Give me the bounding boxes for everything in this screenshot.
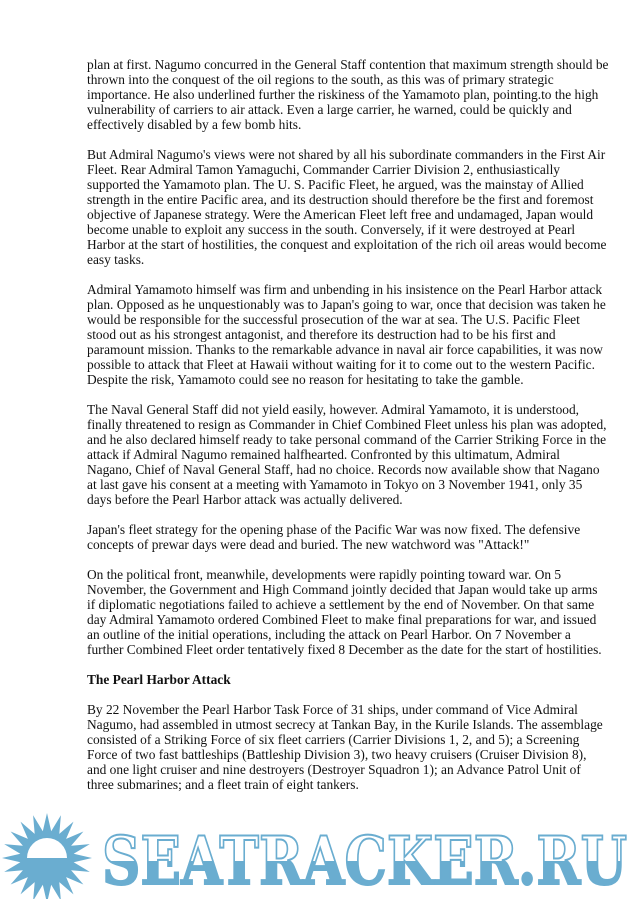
document-body [87,57,632,807]
paragraph: By 22 November the Pearl Harbor Task Force of 31 ships, under command of Vice Admiral Nagumo, had assembled in utmost secrecy at Tankan Bay, in the Kurile Islands. The assemblage consisted of a Striking Force of six fleet carriers (Carrier Divisions 1, 2, and 5); a Screening Force of two fast battleships (Battleship Division 3), two heavy cruisers (Cruiser Division 8), and one light cruiser and nine destroyers (Destroyer Squadron 1); an Advance Patrol Unit of three submarines; and a fleet train of eight tankers. [87,702,603,792]
paragraph: But Admiral Nagumo's views were not shared by all his subordinate commanders in the First Air Fleet. Rear Admiral Tamon Yamaguchi, Commander Carrier Division 2, enthusiastically supported the Yamamoto plan. The U. S. Pacific Fleet, he argued, was the mainstay of Allied strength in the entire Pacific area, and its destruction should therefore be the first and foremost objective of Japanese strategy. Were the American Fleet left free and undamaged, Japan would become unable to exploit any success in the south. Conversely, if it were destroyed at Pearl Harbor at the start of hostilities, the conquest and exploitation of the rich oil areas would become easy tasks. [87,147,607,267]
paragraph: The Naval General Staff did not yield easily, however. Admiral Yamamoto, it is understood, finally threatened to resign as Commander in Chief Combined Fleet unless his plan was adopted, and he also declared himself ready to take personal command of the Carrier Striking Force in the attack if Admiral Nagumo remained halfhearted. Confronted by this ultimatum, Admiral Nagano, Chief of Naval General Staff, had no choice. Records now available show that Nagano at last gave his consent at a meeting with Yamamoto in Tokyo on 3 November 1941, only 35 days before the Pearl Harbor attack was actually delivered. [87,402,607,507]
watermark-text: SEATRACKER.RU [102,822,627,899]
seatracker-watermark-logo [0,800,637,899]
paragraph: On the political front, meanwhile, developments were rapidly pointing toward war. On 5 November, the Government and High Command jointly decided that Japan would take up arms if diplomatic negotiations failed to achieve a settlement by the end of November. On that same day Admiral Yamamoto ordered Combined Fleet to make final preparations for war, and issued an outline of the initial operations, including the attack on Pearl Harbor. On 7 November a further Combined Fleet order tentatively fixed 8 December as the date for the start of hostilities. [87,567,602,657]
paragraph: Admiral Yamamoto himself was firm and unbending in his insistence on the Pearl Harbor attack plan. Opposed as he unquestionably was to Japan's going to war, once that decision was taken he would be responsible for the successful prosecution of the war at sea. The U.S. Pacific Fleet stood out as his strongest antagonist, and therefore its destruction had to be his first and paramount mission. Thanks to the remarkable advance in naval air force capabilities, it was now possible to attack that Fleet at Hawaii without waiting for it to come out to the western Pacific. Despite the risk, Yamamoto could see no reason for hesitating to take the gamble. [87,282,606,387]
sun-icon [2,813,92,899]
paragraph: Japan's fleet strategy for the opening phase of the Pacific War was now fixed. The defensive concepts of prewar days were dead and buried. The new watchword was "Attack!" [87,522,581,552]
section-heading: The Pearl Harbor Attack [87,672,231,687]
paragraph: plan at first. Nagumo concurred in the General Staff contention that maximum strength should be thrown into the conquest of the oil regions to the south, as this was of primary strategic importance. He also underlined further the riskiness of the Yamamoto plan, pointing.to the high vulnerability of carriers to air attack. Even a large carrier, he warned, could be quickly and effectively disabled by a few bomb hits. [87,57,609,132]
